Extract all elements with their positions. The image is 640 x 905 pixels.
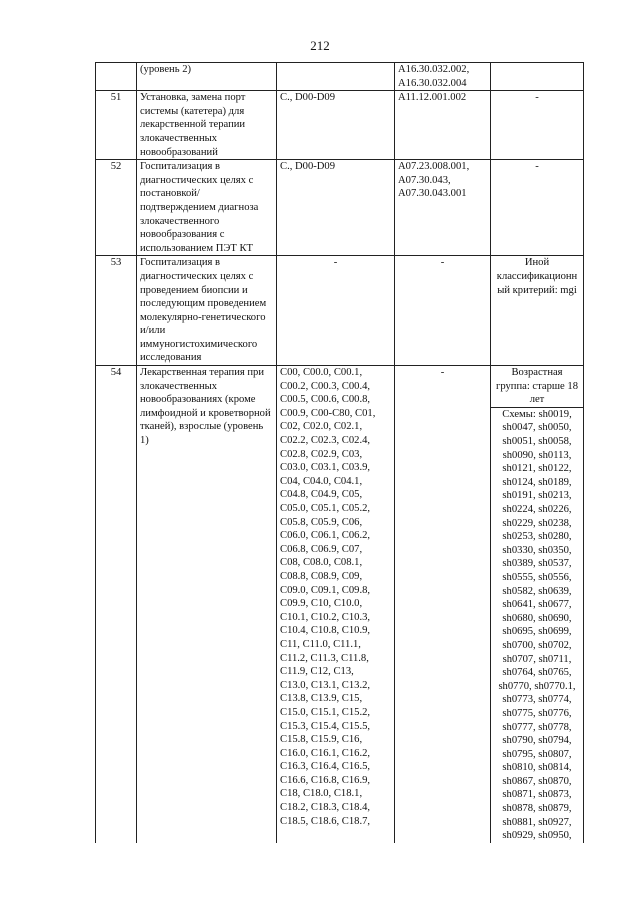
row-icd-codes (277, 63, 395, 91)
scheme-code: sh0929, sh0950, (502, 830, 572, 842)
age-group: Возрастная группа: старше 18 лет (491, 366, 583, 408)
scheme-code: sh0680, sh0690, (502, 612, 572, 624)
scheme-code: sh0881, sh0927, (502, 816, 572, 828)
service-code: A07.30.043.001 (398, 188, 467, 200)
scheme-code: sh0389, sh0537, (502, 558, 572, 570)
row-service-codes (395, 63, 491, 91)
row-service-codes (395, 256, 491, 366)
icd-code: C06.8, C06.9, C07, (280, 543, 363, 555)
icd-code: C00.9, C00-C80, C01, (280, 407, 376, 419)
row-criterion (491, 63, 584, 91)
table-row (96, 366, 584, 843)
icd-code: C05.0, C05.1, C05.2, (280, 503, 371, 514)
icd-code: C05.8, C05.9, C06, (280, 516, 363, 528)
scheme-code: sh0777, sh0778, (502, 721, 572, 733)
icd-code: C02.8, C02.9, C03, (280, 448, 363, 460)
criterion-text: Иной классификационный критерий: mgi (496, 257, 578, 296)
icd-code: C10.4, C10.8, C10.9, (280, 625, 371, 637)
icd-code: C10.1, C10.2, C10.3, (280, 611, 371, 623)
table-row (96, 256, 584, 366)
row-name: Госпитализация в диагностических целях с проведением биопсии и последующим проведением молекулярно-генетического и/или иммуногистохимического исследования (137, 256, 277, 366)
icd-code: C15.3, C15.4, C15.5, (280, 720, 371, 732)
scheme-code: sh0764, sh0765, (502, 667, 572, 679)
scheme-code: sh0700, sh0702, (502, 639, 572, 651)
icd-code: C., D00-D09 (280, 92, 336, 104)
scheme-code: sh0795, sh0807, (502, 748, 572, 760)
row-name: Лекарственная терапия при злокачественных новообразованиях (кроме лимфоидной и кроветворной тканей), взрослые (уровень 1) (137, 366, 277, 843)
row-icd-codes (277, 256, 395, 366)
icd-code: C15.0, C15.1, C15.2, (280, 706, 371, 718)
row-icd-codes (277, 91, 395, 160)
scheme-code: sh0253, sh0280, (502, 531, 572, 543)
row-criterion: - (491, 160, 584, 256)
row-number: 52 (96, 160, 137, 256)
icd-code: C11.9, C12, C13, (280, 666, 354, 678)
scheme-code: sh0707, sh0711, (502, 653, 572, 665)
icd-code: C09.9, C10, C10.0, (280, 598, 363, 610)
service-code: A11.12.001.002 (398, 92, 467, 104)
icd-code: C11.2, C11.3, C11.8, (280, 652, 369, 664)
classification-table (95, 62, 584, 843)
icd-code: C08, C08.0, C08.1, (280, 557, 363, 569)
icd-code: C04.8, C04.9, C05, (280, 489, 363, 501)
row-name: (уровень 2) (137, 63, 277, 91)
scheme-code: sh0121, sh0122, (502, 463, 572, 475)
icd-code: C15.8, C15.9, C16, (280, 734, 363, 746)
icd-code: C06.0, C06.1, C06.2, (280, 530, 371, 542)
icd-code: C08.8, C08.9, C09, (280, 570, 363, 582)
icd-code: C., D00-D09 (280, 161, 336, 173)
row-number: 51 (96, 91, 137, 160)
scheme-code: sh0191, sh0213, (502, 490, 572, 502)
scheme-code: sh0224, sh0226, (502, 504, 572, 515)
scheme-code: sh0871, sh0873, (502, 789, 572, 801)
icd-code: - (333, 257, 338, 269)
icd-code: C02.2, C02.3, C02.4, (280, 435, 371, 447)
icd-code: C00.2, C00.3, C00.4, (280, 380, 371, 392)
scheme-code: sh0047, sh0050, (502, 422, 572, 434)
scheme-code: sh0330, sh0350, (502, 544, 572, 556)
icd-code: C00.5, C00.6, C00.8, (280, 394, 371, 406)
icd-code: C03.0, C03.1, C03.9, (280, 462, 371, 474)
scheme-code: sh0555, sh0556, (502, 571, 572, 583)
scheme-code: sh0773, sh0774, (502, 694, 572, 706)
icd-code: C16.0, C16.1, C16.2, (280, 747, 371, 759)
row-criterion: - (491, 91, 584, 160)
row-service-codes (395, 366, 491, 843)
row-service-codes (395, 91, 491, 160)
icd-code: C13.8, C13.9, C15, (280, 693, 363, 705)
icd-code: C04, C04.0, C04.1, (280, 475, 363, 487)
scheme-code: sh0641, sh0677, (502, 599, 572, 611)
table-row (96, 63, 584, 91)
scheme-code: sh0775, sh0776, (502, 707, 572, 719)
row-icd-codes (277, 366, 395, 843)
icd-code: C16.6, C16.8, C16.9, (280, 774, 371, 786)
row-criterion (491, 366, 584, 843)
scheme-code: sh0051, sh0058, (502, 436, 572, 448)
service-code: A16.30.032.004 (398, 77, 467, 89)
scheme-code: sh0090, sh0113, (502, 449, 572, 461)
scheme-code: sh0790, sh0794, (502, 735, 572, 747)
scheme-code: sh0810, sh0814, (502, 762, 572, 774)
icd-code: C11, C11.0, C11.1, (280, 638, 361, 650)
icd-code: C13.0, C13.1, C13.2, (280, 679, 371, 691)
scheme-code: sh0695, sh0699, (502, 626, 572, 638)
row-name: Установка, замена порт системы (катетера) для лекарственной терапии злокачественных новообразований (137, 91, 277, 160)
row-name: Госпитализация в диагностических целях с постановкой/ подтверждением диагноза злокачественного новообразования с использованием ПЭТ КТ (137, 160, 277, 256)
row-icd-codes (277, 160, 395, 256)
schemes-list (494, 408, 580, 843)
service-code: A07.30.043, (398, 174, 451, 186)
row-service-codes (395, 160, 491, 256)
row-number: 54 (96, 366, 137, 843)
service-code: A07.23.008.001, (398, 161, 470, 173)
icd-code: C09.0, C09.1, C09.8, (280, 584, 371, 596)
scheme-code: sh0867, sh0870, (502, 775, 572, 787)
icd-code: C18, C18.0, C18.1, (280, 788, 363, 800)
row-number: 53 (96, 256, 137, 366)
service-code: A16.30.032.002, (398, 64, 470, 75)
table-row (96, 160, 584, 256)
scheme-code: Схемы: sh0019, (502, 408, 572, 420)
icd-code: C00, C00.0, C00.1, (280, 367, 363, 379)
table-row (96, 91, 584, 160)
scheme-code: sh0878, sh0879, (502, 803, 572, 815)
scheme-code: sh0582, sh0639, (502, 585, 572, 597)
scheme-code: sh0124, sh0189, (502, 476, 572, 488)
service-code: - (440, 367, 445, 379)
row-number (96, 63, 137, 91)
row-criterion (491, 256, 584, 366)
page-number: 212 (310, 38, 330, 53)
icd-code: C18.5, C18.6, C18.7, (280, 815, 371, 827)
service-code: - (440, 257, 445, 269)
scheme-code: sh0229, sh0238, (502, 517, 572, 529)
icd-code: C16.3, C16.4, C16.5, (280, 761, 371, 773)
scheme-code: sh0770, sh0770.1, (498, 680, 576, 692)
icd-code: C18.2, C18.3, C18.4, (280, 802, 371, 814)
icd-code: C02, C02.0, C02.1, (280, 421, 363, 433)
